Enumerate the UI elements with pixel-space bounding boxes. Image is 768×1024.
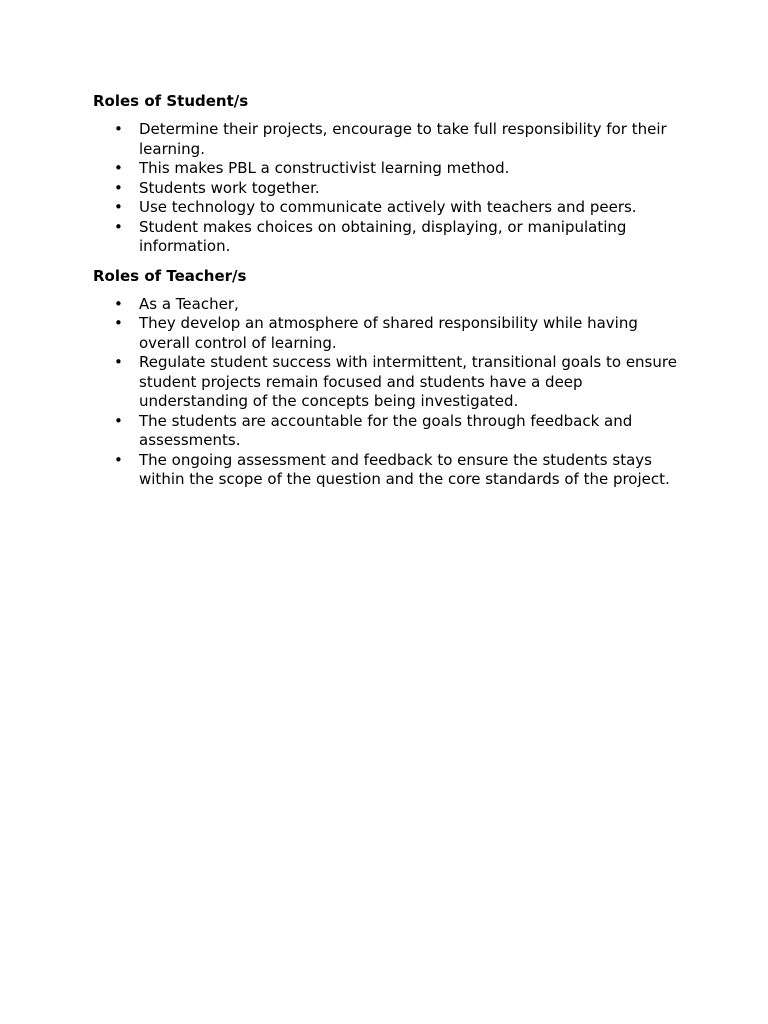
list-item-text: They develop an atmosphere of shared responsibility while having overall control of learning. (139, 314, 638, 352)
bullet-icon: • (114, 159, 123, 177)
list-item (93, 218, 683, 257)
section-students (93, 91, 683, 257)
list-item (93, 353, 683, 412)
list-item (93, 198, 683, 218)
list-item (93, 314, 683, 353)
bullet-icon: • (114, 198, 123, 216)
list-item-text: The students are accountable for the goals through feedback and assessments. (139, 411, 633, 449)
bullet-list-students (93, 120, 683, 257)
bullet-list-teachers (93, 295, 683, 490)
bullet-icon: • (114, 314, 123, 332)
list-item (93, 179, 683, 199)
list-item-text: This makes PBL a constructivist learning method. (139, 159, 510, 177)
list-item (93, 159, 683, 179)
bullet-icon: • (114, 294, 123, 313)
list-item-text: Determine their projects, encourage to take full responsibility for their learning. (139, 120, 667, 158)
list-item-text: As a Teacher, (139, 294, 239, 313)
section-heading-teachers: Roles of Teacher/s (93, 266, 247, 285)
list-item-text: Regulate student success with intermittent, transitional goals to ensure student projects remain focused and students have a deep understanding of the concepts being investigated. (139, 353, 677, 410)
section-teachers (93, 266, 683, 490)
bullet-icon: • (114, 411, 123, 430)
list-item-text: Students work together. (139, 178, 320, 197)
document-content (93, 91, 683, 499)
section-heading-students: Roles of Student/s (93, 92, 249, 110)
list-item-text: The ongoing assessment and feedback to ensure the students stays within the scope of the question and the core standards of the project. (139, 450, 670, 488)
bullet-icon: • (114, 178, 123, 197)
bullet-icon: • (114, 217, 123, 236)
bullet-icon: • (114, 450, 123, 469)
list-item (93, 295, 683, 315)
bullet-icon: • (114, 120, 123, 138)
list-item-text: Student makes choices on obtaining, displaying, or manipulating information. (139, 217, 627, 255)
bullet-icon: • (114, 353, 123, 371)
list-item (93, 120, 683, 159)
list-item-text: Use technology to communicate actively with teachers and peers. (139, 198, 637, 216)
list-item (93, 451, 683, 490)
list-item (93, 412, 683, 451)
